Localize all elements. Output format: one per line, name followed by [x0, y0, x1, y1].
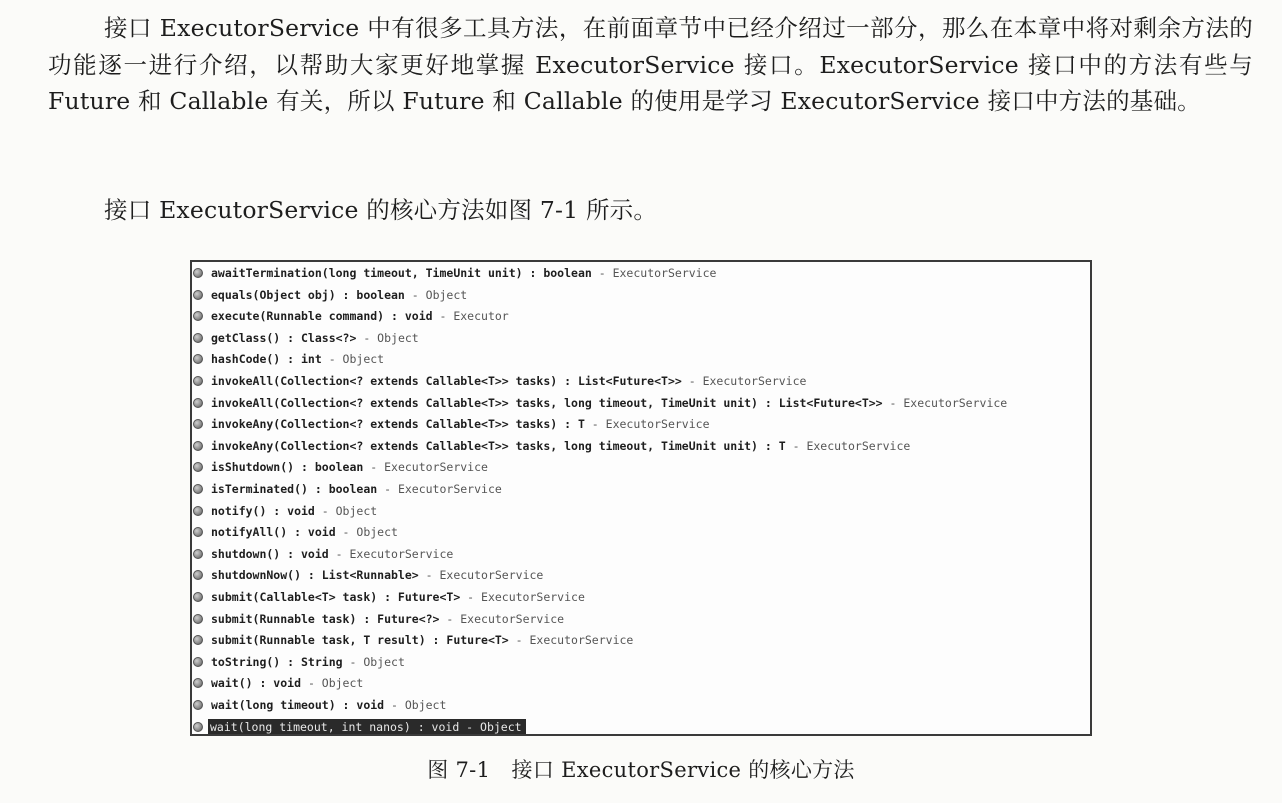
method-owner: - ExecutorService: [591, 266, 717, 280]
method-owner: - Object: [335, 525, 398, 540]
method-signature: submit(Runnable task) : Future<?>: [211, 611, 440, 626]
method-owner: - ExecutorService: [377, 482, 502, 496]
public-method-icon: [193, 354, 203, 364]
method-owner: - Object: [459, 719, 522, 734]
public-method-icon: [193, 635, 203, 645]
method-signature: shutdownNow() : List<Runnable>: [211, 568, 419, 583]
method-signature: toString() : String: [211, 654, 343, 669]
method-signature: getClass() : Class<?>: [211, 330, 357, 345]
method-signature: invokeAny(Collection<? extends Callable<T>> tasks) : T: [211, 417, 585, 432]
method-signature: shutdown() : void: [211, 546, 329, 561]
method-row[interactable]: [192, 349, 1090, 369]
method-signature: hashCode() : int: [211, 352, 322, 367]
public-method-icon: [193, 398, 203, 408]
method-list-panel: [190, 260, 1092, 736]
method-row[interactable]: [192, 501, 1090, 521]
method-owner: - ExecutorService: [785, 438, 911, 453]
public-method-icon: [193, 592, 203, 602]
method-owner: - Object: [301, 676, 364, 691]
method-owner: - ExecutorService: [508, 633, 634, 648]
method-signature: notifyAll() : void: [211, 525, 336, 540]
method-row[interactable]: [192, 522, 1090, 542]
method-signature: submit(Runnable task, T result) : Future<T>: [211, 633, 509, 648]
method-owner: - ExecutorService: [363, 460, 488, 475]
public-method-icon: [193, 333, 203, 343]
method-signature: equals(Object obj) : boolean: [211, 287, 405, 302]
intro-paragraph: 接口 ExecutorService 中有很多工具方法，在前面章节中已经介绍过一部分，那么在本章中将对剩余方法的功能逐一进行介绍，以帮助大家更好地掌握 ExecutorService 接口。ExecutorService 接口中的方法有些与 Future 和 Callable 有关，所以 Future 和 Callable 的使用是学习 ExecutorService 接口中方法的基础。: [48, 14, 1253, 115]
method-signature: notify() : void: [211, 503, 315, 518]
method-signature: invokeAll(Collection<? extends Callable<T>> tasks, long timeout, TimeUnit unit) : List<Future<T>>: [211, 395, 883, 410]
public-method-icon: [193, 376, 203, 386]
method-row[interactable]: [192, 544, 1090, 564]
method-owner: - ExecutorService: [882, 395, 1008, 410]
method-signature: wait(long timeout) : void: [211, 698, 385, 712]
figure-reference-paragraph: 接口 ExecutorService 的核心方法如图 7-1 所示。: [104, 196, 658, 224]
public-method-icon: [193, 527, 203, 537]
figure-caption: 图 7-1 接口 ExecutorService 的核心方法: [427, 758, 855, 782]
method-owner: - Object: [384, 698, 447, 712]
method-row[interactable]: [192, 263, 1090, 283]
method-row[interactable]: [192, 695, 1090, 715]
method-signature: wait() : void: [211, 676, 302, 691]
public-method-icon: [193, 657, 203, 667]
method-owner: - Object: [314, 503, 378, 518]
method-owner: - ExecutorService: [328, 546, 454, 561]
public-method-icon: [193, 678, 203, 688]
method-owner: - ExecutorService: [460, 590, 585, 604]
method-row[interactable]: [192, 371, 1090, 391]
method-row[interactable]: [192, 587, 1090, 607]
public-method-icon: [193, 419, 203, 429]
method-row[interactable]: [192, 652, 1090, 672]
method-signature: execute(Runnable command) : void: [211, 309, 433, 324]
public-method-icon: [193, 570, 203, 580]
method-owner: - Executor: [432, 309, 509, 324]
method-row[interactable]: [192, 436, 1090, 456]
selected-method-highlight: [208, 719, 526, 735]
method-owner: - ExecutorService: [418, 568, 544, 583]
public-method-icon: [193, 700, 203, 710]
public-method-icon: [193, 506, 203, 516]
method-row[interactable]: [192, 717, 1090, 736]
method-row[interactable]: [192, 565, 1090, 585]
method-signature: invokeAny(Collection<? extends Callable<T>> tasks, long timeout, TimeUnit unit) : T: [211, 438, 786, 453]
method-row[interactable]: [192, 673, 1090, 693]
method-signature: isShutdown() : boolean: [211, 460, 364, 475]
public-method-icon: [193, 441, 203, 451]
public-method-icon: [193, 290, 203, 300]
public-method-icon: [193, 614, 203, 624]
method-signature: isTerminated() : boolean: [211, 482, 378, 496]
method-owner: - Object: [321, 352, 385, 367]
method-owner: - ExecutorService: [439, 611, 565, 626]
method-row[interactable]: [192, 609, 1090, 629]
method-owner: - Object: [404, 287, 468, 302]
method-owner: - Object: [356, 330, 419, 345]
method-row[interactable]: [192, 457, 1090, 477]
public-method-icon: [193, 484, 203, 494]
public-method-icon: [193, 268, 203, 278]
method-signature: wait(long timeout, int nanos) : void: [210, 719, 460, 734]
method-owner: - ExecutorService: [584, 417, 710, 432]
method-row[interactable]: [192, 328, 1090, 348]
method-row[interactable]: [192, 414, 1090, 434]
method-signature: invokeAll(Collection<? extends Callable<T>> tasks) : List<Future<T>>: [211, 374, 682, 388]
public-method-icon: [193, 549, 203, 559]
method-owner: - ExecutorService: [681, 374, 807, 388]
public-method-icon: [193, 462, 203, 472]
method-row[interactable]: [192, 393, 1090, 413]
method-signature: submit(Callable<T> task) : Future<T>: [211, 590, 461, 604]
method-owner: - Object: [342, 654, 405, 669]
public-method-icon: [193, 722, 203, 732]
method-row[interactable]: [192, 479, 1090, 499]
method-row[interactable]: [192, 306, 1090, 326]
public-method-icon: [193, 311, 203, 321]
method-row[interactable]: [192, 285, 1090, 305]
method-signature: awaitTermination(long timeout, TimeUnit unit) : boolean: [211, 266, 592, 280]
method-row[interactable]: [192, 630, 1090, 650]
